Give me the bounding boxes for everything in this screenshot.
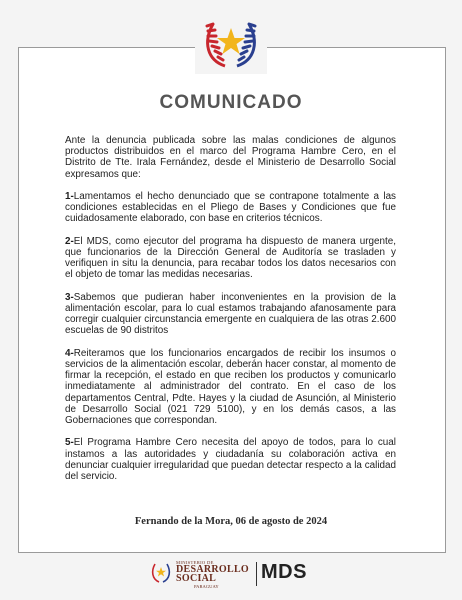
point-text: El Programa Hambre Cero necesita del apoyo de todos, para lo cual instamos a las autoridades y ciudadanía su colaboración activa en denunciar cualquier irregularidad que puedan detectar respecto a la calidad del servicio.	[65, 437, 396, 483]
point-number: 2-	[65, 235, 74, 247]
page-title: COMUNICADO	[159, 92, 303, 113]
point-2	[65, 236, 396, 281]
ministry-line2: DESARROLLO	[176, 564, 250, 575]
dateline: Fernando de la Mora, 06 de agosto de 2024	[134, 516, 328, 527]
point-number: 5-	[65, 437, 74, 449]
point-text: El MDS, como ejecutor del programa ha dispuesto de manera urgente, que funcionarios de la Dirección General de Auditoría se trasladen y verifiquen in situ la denuncia, para recabar todos los datos necesarios con el objeto de tomar las medidas necesarias.	[65, 235, 396, 281]
ministry-line4: PARAGUAY	[194, 584, 219, 589]
point-text: Reiteramos que los funcionarios encargados de recibir los insumos o servicios de la alimentación escolar, deberán hacer constar, al momento de firmar la recepción, el estado en que reciben los productos y comunicarlo inmediatamente al administrador del contrato. En el caso de los departamentos Central, Pdte. Hayes y la ciudad de Asunción, al Ministerio de Desarrollo Social (021 729 5100), y en los demás casos, a las Gobernaciones que correspondan.	[65, 347, 396, 427]
paraguay-emblem-icon	[195, 10, 267, 74]
point-4	[65, 348, 396, 426]
point-number: 4-	[65, 347, 74, 359]
point-1	[65, 191, 396, 225]
ministry-acronym: MDS	[261, 561, 307, 583]
point-5	[65, 437, 396, 482]
ministry-name	[176, 560, 254, 588]
paraguay-emblem-icon	[150, 560, 172, 584]
point-number: 1-	[65, 191, 74, 202]
point-text: Sabemos que pudieran haber inconvenientes en la provision de la alimentación escolar, para lo cual estamos trabajando afanosamente para corregir cualquier circunstancia emergente en cualquiera de las otras 2.600 escuelas de 90 distritos	[65, 291, 396, 337]
point-number: 3-	[65, 291, 74, 303]
point-text: Lamentamos el hecho denunciado que se contrapone totalmente a las condiciones establecidas en el Pliego de Bases y Condiciones que fue cuidadosamente elaborado, con base en criterios técnicos.	[65, 191, 396, 225]
ministry-line1: MINISTERIO DE	[176, 560, 214, 565]
ministry-logo	[150, 560, 320, 594]
point-3	[65, 292, 396, 337]
intro-paragraph: Ante la denuncia publicada sobre las malas condiciones de algunos productos distribuidos en el marco del Programa Hambre Cero, en el Distrito de Tte. Irala Fernández, desde el Ministerio de Desarrollo Social expresamos que:	[65, 135, 396, 180]
logo-divider	[256, 562, 257, 586]
star-icon	[217, 28, 245, 54]
statement-body	[65, 135, 396, 493]
ministry-line3: SOCIAL	[176, 573, 217, 584]
